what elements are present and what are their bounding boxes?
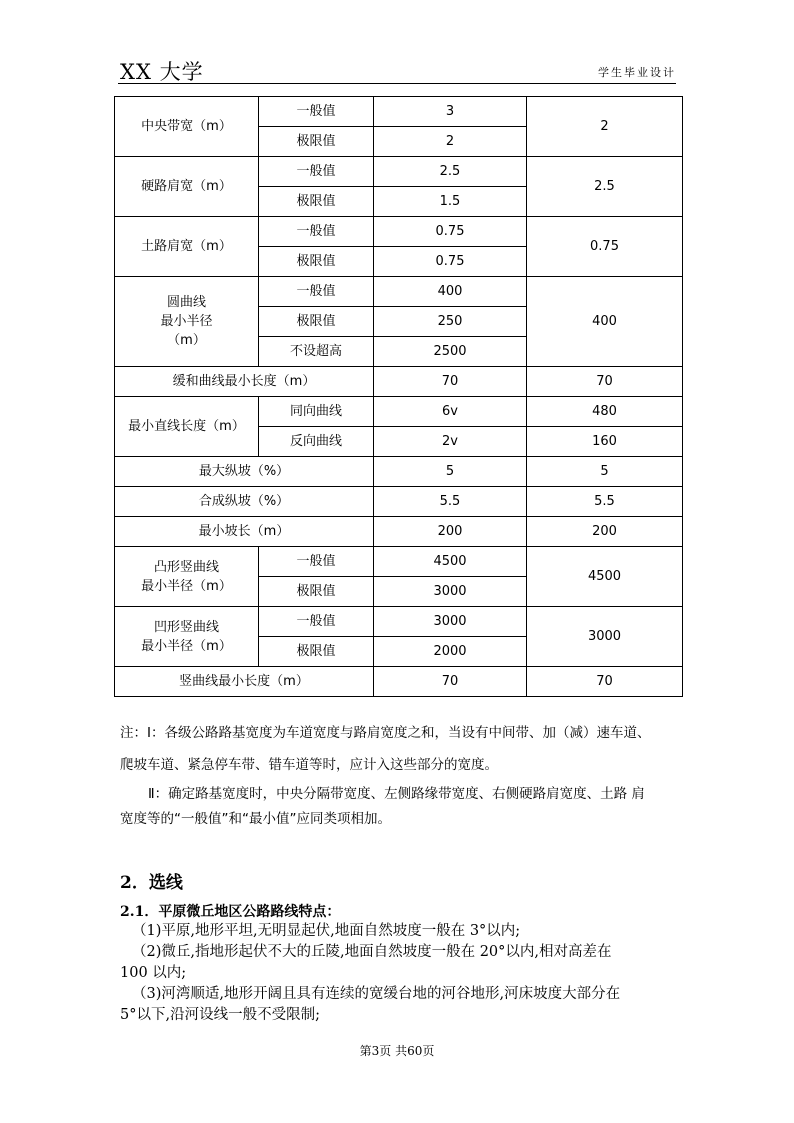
table-cell: 3000 [527, 607, 683, 667]
table-cell: 一般值 [259, 547, 374, 577]
table-cell: 极限值 [259, 637, 374, 667]
road-spec-table [114, 96, 683, 697]
table-row [115, 667, 683, 697]
body-text-line: （2)微丘,指地形起伏不大的丘陵,地面自然坡度一般在 20°以内,相对高差在 [132, 944, 612, 960]
table-cell: 极限值 [259, 187, 374, 217]
table-row [115, 487, 683, 517]
table-cell: 0.75 [374, 217, 527, 247]
table-cell: 70 [374, 667, 527, 697]
table-cell: 最小坡长（m） [115, 517, 374, 547]
table-cell: 200 [527, 517, 683, 547]
table-cell: 硬路肩宽（m） [115, 157, 259, 217]
table-note-line: 注：Ⅰ：各级公路路基宽度为车道宽度与路肩宽度之和，当设有中间带、加（减）速车道、 [120, 725, 651, 741]
table-cell: 400 [527, 277, 683, 367]
table-cell: 一般值 [259, 217, 374, 247]
table-cell: 3000 [374, 577, 527, 607]
table-note-line: Ⅱ：确定路基宽度时，中央分隔带宽度、左侧路缘带宽度、右侧硬路肩宽度、土路 肩 [148, 786, 645, 802]
header-divider [118, 83, 676, 84]
table-cell: 2 [527, 97, 683, 157]
table-cell: 不设超高 [259, 337, 374, 367]
table-cell: 5.5 [374, 487, 527, 517]
table-cell: 一般值 [259, 607, 374, 637]
table-cell: 5 [374, 457, 527, 487]
table-row [115, 517, 683, 547]
table-cell: 极限值 [259, 127, 374, 157]
table-cell: 2.5 [374, 157, 527, 187]
table-row [115, 217, 683, 247]
table-row [115, 157, 683, 187]
section-heading: 2．选线 [120, 873, 183, 893]
table-cell: 缓和曲线最小长度（m） [115, 367, 374, 397]
table-row [115, 277, 683, 307]
table-cell: 4500 [374, 547, 527, 577]
table-row [115, 367, 683, 397]
table-cell: 1.5 [374, 187, 527, 217]
subsection-heading: 2.1．平原微丘地区公路路线特点： [120, 904, 341, 920]
table-cell: 5.5 [527, 487, 683, 517]
table-cell: 中央带宽（m） [115, 97, 259, 157]
table-cell: 3 [374, 97, 527, 127]
table-row [115, 607, 683, 637]
page-number: 第3页 共60页 [359, 1044, 435, 1058]
table-cell: 2 [374, 127, 527, 157]
table-cell: 最小直线长度（m） [115, 397, 259, 457]
table-cell: 凸形竖曲线 最小半径（m） [115, 547, 259, 607]
table-cell: 70 [374, 367, 527, 397]
table-cell: 最大纵坡（%） [115, 457, 374, 487]
table-cell: 480 [527, 397, 683, 427]
table-cell: 2.5 [527, 157, 683, 217]
table-cell: 同向曲线 [259, 397, 374, 427]
table-cell: 极限值 [259, 247, 374, 277]
table-cell: 竖曲线最小长度（m） [115, 667, 374, 697]
table-cell: 6v [374, 397, 527, 427]
body-text-line: （1)平原,地形平坦,无明显起伏,地面自然坡度一般在 3°以内; [132, 923, 521, 939]
table-cell: 2500 [374, 337, 527, 367]
body-text-line: 5°以下,沿河设线一般不受限制; [120, 1007, 320, 1023]
table-cell: 土路肩宽（m） [115, 217, 259, 277]
table-cell: 200 [374, 517, 527, 547]
table-row [115, 97, 683, 127]
table-cell: 合成纵坡（%） [115, 487, 374, 517]
table-note-line: 爬坡车道、紧急停车带、错车道等时，应计入这些部分的宽度。 [120, 757, 498, 773]
table-row [115, 397, 683, 427]
table-cell: 反向曲线 [259, 427, 374, 457]
table-cell: 0.75 [527, 217, 683, 277]
table-cell: 3000 [374, 607, 527, 637]
table-row [115, 457, 683, 487]
table-cell: 极限值 [259, 577, 374, 607]
table-row [115, 547, 683, 577]
table-cell: 0.75 [374, 247, 527, 277]
body-text-line: 100 以内; [120, 965, 187, 981]
table-cell: 圆曲线 最小半径 （m） [115, 277, 259, 367]
table-cell: 250 [374, 307, 527, 337]
table-cell: 2v [374, 427, 527, 457]
table-cell: 70 [527, 667, 683, 697]
table-cell: 一般值 [259, 157, 374, 187]
table-cell: 极限值 [259, 307, 374, 337]
header-document-type: 学生毕业设计 [598, 66, 676, 79]
table-cell: 70 [527, 367, 683, 397]
body-text-line: （3)河湾顺适,地形开阔且具有连续的宽缓台地的河谷地形,河床坡度大部分在 [132, 986, 621, 1002]
table-note-line: 宽度等的“一般值”和“最小值”应同类项相加。 [120, 811, 391, 827]
header-university: XX 大学 [120, 60, 204, 84]
table-cell: 400 [374, 277, 527, 307]
table-cell: 160 [527, 427, 683, 457]
table-cell: 5 [527, 457, 683, 487]
table-cell: 凹形竖曲线 最小半径（m） [115, 607, 259, 667]
table-cell: 2000 [374, 637, 527, 667]
table-cell: 一般值 [259, 277, 374, 307]
table-cell: 4500 [527, 547, 683, 607]
table-cell: 一般值 [259, 97, 374, 127]
